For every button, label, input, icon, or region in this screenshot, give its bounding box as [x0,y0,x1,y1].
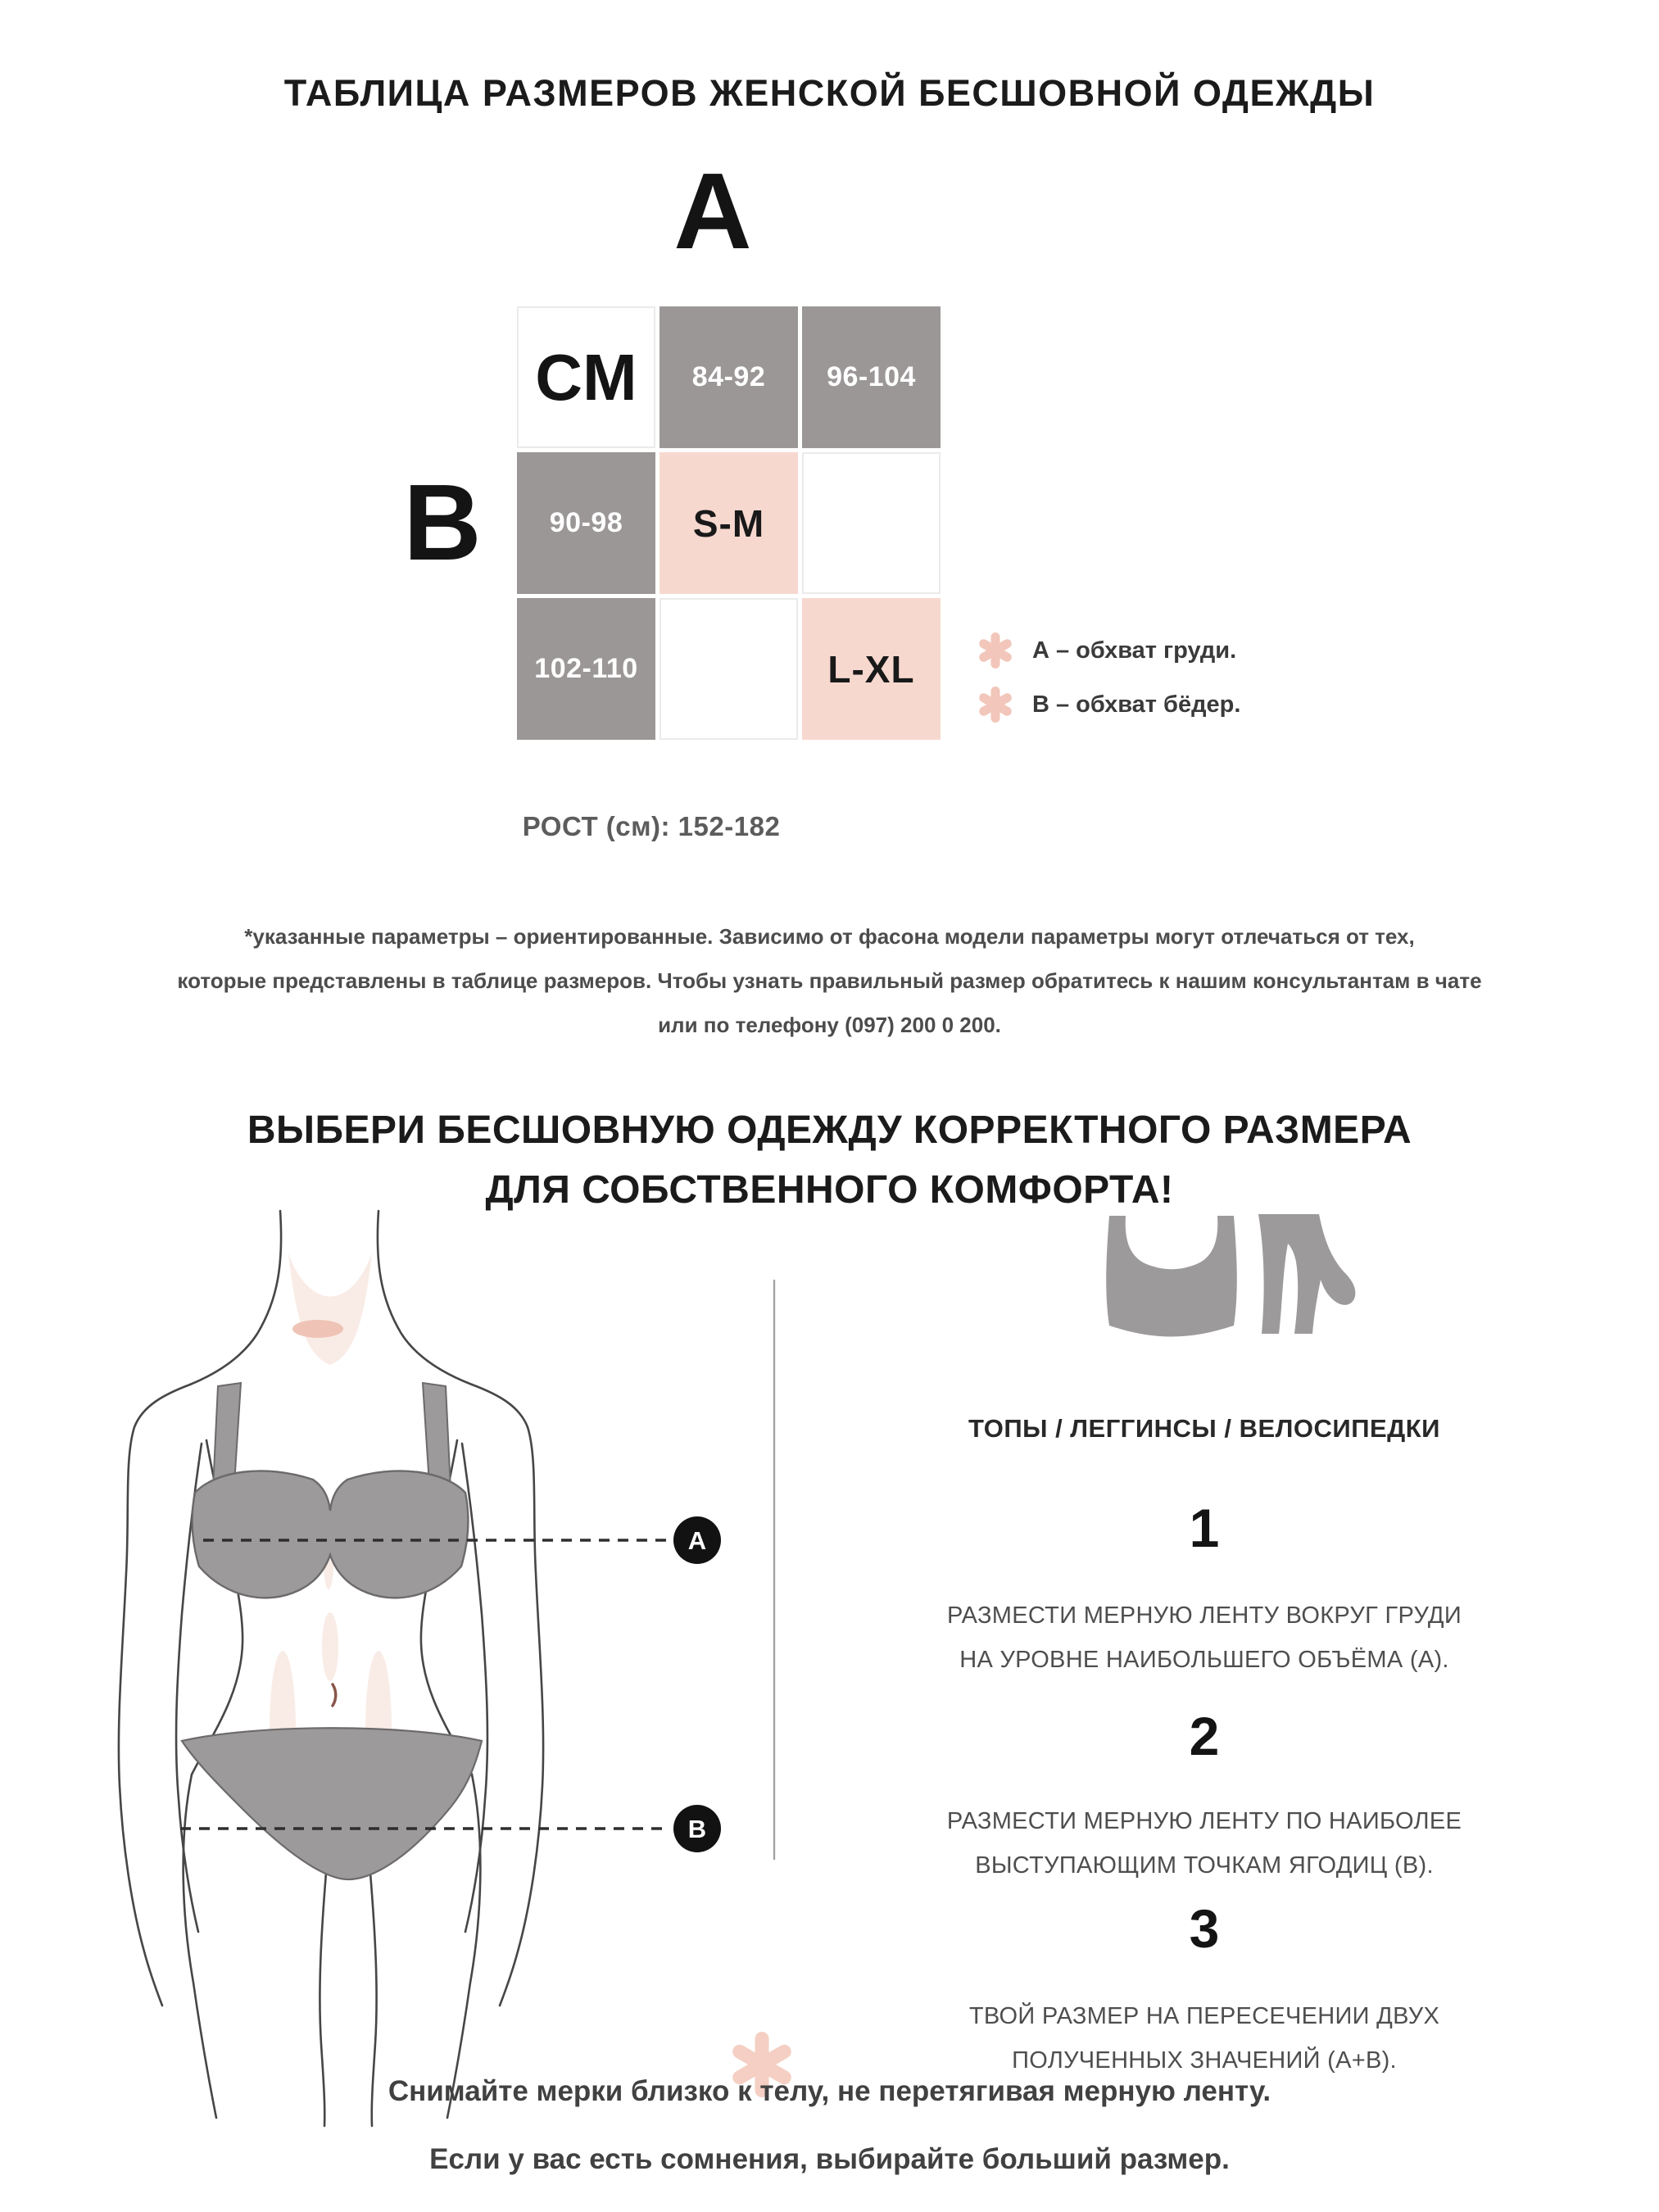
step-3-line-2: ПОЛУЧЕННЫХ ЗНАЧЕНИЙ (А+В). [1012,2047,1397,2074]
legend-hips-label: В – обхват бёдер. [1032,691,1241,718]
marker-a-label: А [687,1526,707,1555]
category-label: ТОПЫ / ЛЕГГИНСЫ / ВЕЛОСИПЕДКИ [968,1414,1440,1443]
disclaimer-line-1: *указанные параметры – ориентированные. Зависимо от фасона модели параметры могут отлечаться от тех, [244,924,1415,949]
step-1-line-1: РАЗМЕСТИ МЕРНУЮ ЛЕНТУ ВОКРУГ ГРУДИ [946,1602,1462,1629]
step-3-text [868,1995,1540,2083]
step-3-number: 3 [1189,1898,1220,1959]
navel [333,1684,336,1706]
table-cell-size-sm: S-M [660,452,798,594]
legend-hips-row [977,685,1550,724]
table-cell-empty [660,598,798,740]
disclaimer [90,914,1569,1047]
footer-line-1: Снимайте мерки близко к телу, не перетягивая мерную ленту. [388,2075,1271,2107]
step-1-text [868,1594,1540,1682]
guide-heading-line-2: ДЛЯ СОБСТВЕННОГО КОМФОРТА! [485,1167,1174,1212]
table-cell-hip-range-1: 90-98 [517,452,655,594]
garment-icons [1098,1211,1360,1342]
step-2-text [868,1800,1540,1888]
bust-axis-label: A [673,151,752,271]
woman-body-illustration [82,1204,819,2130]
table-cell-bust-range-1: 84-92 [660,306,798,448]
table-cell-empty [802,452,941,594]
hips-axis-label: B [403,462,482,582]
height-note: РОСТ (см): 152-182 [522,811,781,841]
asterisk-icon [977,632,1014,669]
step-1-line-2: НА УРОВНЕ НАИБОЛЬШЕГО ОБЪЁМА (А). [959,1646,1449,1673]
asterisk-icon [977,686,1014,723]
guide-heading [0,1101,1659,1221]
size-table [517,306,941,740]
disclaimer-line-2: которые представлены в таблице размеров. Чтобы узнать правильный размер обратитесь к нашим консультантам в чате [177,968,1482,993]
leggings-garment-icon [1258,1214,1355,1334]
top-garment-icon [1106,1216,1237,1337]
table-cell-hip-range-2: 102-110 [517,598,655,740]
marker-b-label: В [687,1815,707,1843]
lips [292,1320,343,1338]
table-cell-size-lxl: L-XL [802,598,941,740]
step-2-line-1: РАЗМЕСТИ МЕРНУЮ ЛЕНТУ ПО НАИБОЛЕЕ [946,1808,1462,1834]
legend-bust-row [977,631,1550,670]
disclaimer-line-3: или по телефону (097) 200 0 200. [658,1013,1001,1037]
step-1-number: 1 [1189,1498,1220,1558]
guide-heading-line-1: ВЫБЕРИ БЕСШОВНУЮ ОДЕЖДУ КОРРЕКТНОГО РАЗМЕРА [247,1108,1412,1152]
step-2-number: 2 [1189,1706,1220,1766]
step-2-line-2: ВЫСТУПАЮЩИМ ТОЧКАМ ЯГОДИЦ (В). [975,1852,1434,1879]
table-legend [977,631,1550,739]
page-title: ТАБЛИЦА РАЗМЕРОВ ЖЕНСКОЙ БЕСШОВНОЙ ОДЕЖДЫ [283,72,1376,114]
table-cell-bust-range-2: 96-104 [802,306,941,448]
panties-illustration [182,1728,482,1879]
table-cell-unit: CM [517,306,655,448]
step-3-line-1: ТВОЙ РАЗМЕР НА ПЕРЕСЕЧЕНИИ ДВУХ [968,2003,1440,2029]
legend-bust-label: А – обхват груди. [1032,637,1237,664]
footer-line-2: Если у вас есть сомнения, выбирайте больший размер. [429,2143,1230,2175]
